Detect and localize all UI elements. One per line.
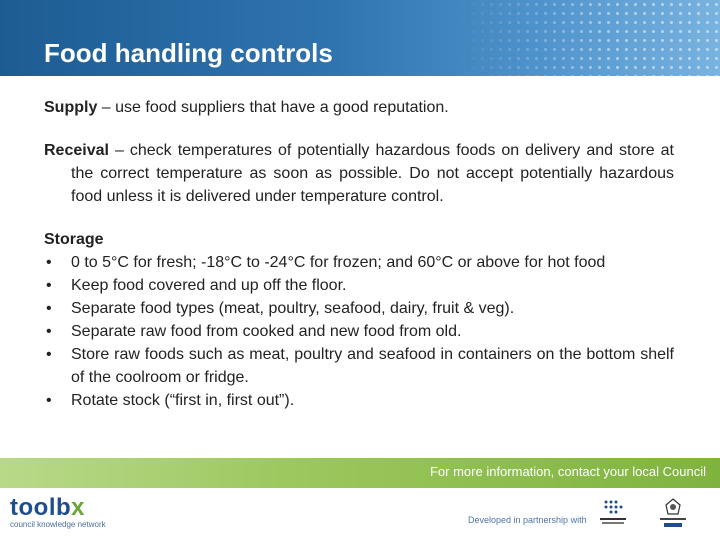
bullet: • (46, 277, 52, 294)
government-crest-logo (656, 496, 690, 530)
storage-heading: Storage (44, 231, 104, 248)
supply-label: Supply (44, 99, 98, 116)
bullet: • (46, 346, 52, 363)
footer-band (0, 458, 720, 488)
logo-name-part-a: toolb (10, 494, 72, 521)
supply-text: – use food suppliers that have a good reputation. (97, 99, 449, 116)
logo-subtitle: council knowledge network (10, 520, 106, 529)
storage-item-text: Rotate stock (“first in, first out”). (71, 392, 295, 409)
receival-text: – check temperatures of potentially hazardous foods on delivery and store at the correct temperature as soon as possible. Do not accept potentially hazardous food unless it is delivered under temperature control. (71, 142, 674, 205)
toolbox-logo (10, 494, 106, 529)
header-dot-pattern (460, 0, 720, 76)
bullet: • (46, 254, 52, 271)
logo-name (10, 494, 106, 522)
bullet: • (46, 392, 52, 409)
storage-item (44, 297, 674, 320)
slide-header (0, 0, 720, 76)
footer (0, 488, 720, 540)
logo-name-part-b: x (71, 494, 85, 521)
receival-label: Receival (44, 142, 109, 159)
storage-item (44, 389, 674, 412)
storage-item (44, 274, 674, 297)
bullet: • (46, 323, 52, 340)
storage-item-text: Separate raw food from cooked and new food from old. (71, 323, 462, 340)
storage-item-text: Separate food types (meat, poultry, seafood, dairy, fruit & veg). (71, 300, 515, 317)
contact-info-text: For more information, contact your local Council (429, 464, 706, 479)
receival-paragraph (44, 139, 674, 208)
storage-item (44, 251, 674, 274)
storage-list (44, 251, 674, 412)
storage-item-text: Keep food covered and up off the floor. (71, 277, 347, 294)
partner-text: Developed in partnership with (468, 515, 587, 525)
bullet: • (46, 300, 52, 317)
slide-title: Food handling controls (44, 38, 333, 68)
supply-paragraph (44, 96, 674, 119)
storage-item-text: Store raw foods such as meat, poultry and seafood in containers on the bottom shelf of the coolroom or fridge. (71, 346, 674, 386)
storage-item-text: 0 to 5°C for fresh; -18°C to -24°C for frozen; and 60°C or above for hot food (71, 254, 606, 271)
council-partner-logo (596, 496, 630, 530)
slide-content (44, 96, 674, 412)
storage-item (44, 343, 674, 389)
storage-item (44, 320, 674, 343)
